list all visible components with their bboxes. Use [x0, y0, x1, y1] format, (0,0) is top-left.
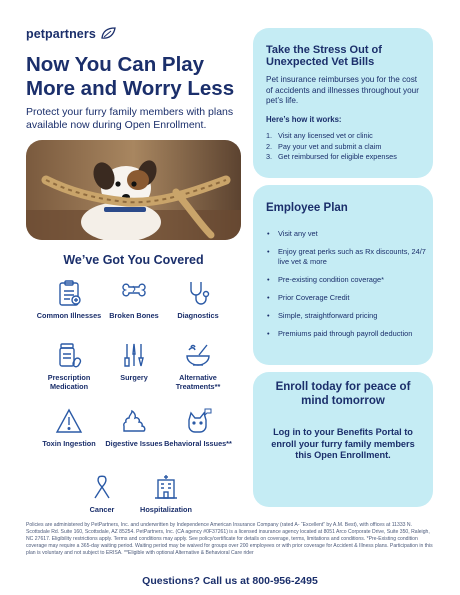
how-it-works-steps — [266, 131, 431, 163]
paw-leaf-icon — [99, 26, 117, 42]
enroll-title: Enroll today for peace of mind tomorrow — [275, 381, 411, 407]
coverage-label: Digestive Issues — [105, 439, 163, 448]
coverage-label: Broken Bones — [109, 311, 159, 320]
coverage-label: Toxin Ingestion — [42, 439, 96, 448]
plan-feature: • Prior Coverage Credit — [266, 293, 426, 303]
ribbon-icon — [87, 472, 117, 502]
enroll-body: Log in to your Benefits Portal to enroll your furry family members this Open Enrollment. — [271, 427, 415, 460]
coverage-item-alternative — [158, 340, 238, 391]
coverage-item-hospitalization — [126, 472, 206, 514]
bone-icon — [119, 278, 149, 308]
step-item: 3. Get reimbursed for eligible expenses — [266, 152, 397, 161]
coverage-label: Prescription Medication — [47, 373, 91, 391]
coverage-item-diagnostics — [158, 278, 238, 320]
stethoscope-icon — [183, 278, 213, 308]
coverage-item-behavioral — [158, 406, 238, 448]
plan-feature: • Visit any vet — [266, 229, 426, 239]
hero-subhead: Protect your furry family members with plans available now during Open Enrollment. — [26, 106, 234, 131]
coverage-label: Hospitalization — [140, 505, 192, 514]
coverage-title: We’ve Got You Covered — [63, 253, 204, 267]
plan-feature: • Premiums paid through payroll deduction — [266, 329, 426, 339]
employee-plan-list — [266, 229, 426, 347]
coverage-label: Surgery — [120, 373, 148, 382]
legal-disclaimer: Policies are administered by PetPartners, Inc. and underwritten by Independence American Insurance Company (rated A- “Excellent” by A.M. Best), with offices at 11333 N. Scottsdale Rd. Suite 160, Scottsdale, AZ 85254. PetPartners, Inc. (CA agency #0F37261) is a licensed insurance agency located at 8051 Arco Corporate Drive, Suite 350, Raleigh, NC 27617. Eligibility restrictions apply. Terms and conditions may apply. See policy/certificate for details on coverage, terms, limitations and conditions. *Pre-Existing condition coverage may require a 365-day waiting period. Waiting period may be waived for groups over 200 employees or with prior coverage for Accident & Illness plans. Participation in this plan is voluntary and not subject to ERISA. **Eligible with optional Alternative & Behavioral Care rider — [26, 522, 433, 556]
coverage-label: Behavioral Issues** — [164, 439, 232, 448]
employee-plan-title: Employee Plan — [266, 202, 348, 214]
enroll-card — [253, 372, 433, 507]
plan-feature: • Enjoy great perks such as Rx discounts, 24/7 live vet & more — [266, 247, 426, 266]
step-item: 1. Visit any licensed vet or clinic — [266, 131, 373, 140]
plan-feature: • Pre-existing condition coverage* — [266, 275, 426, 285]
dog-speech-icon — [183, 406, 213, 436]
coverage-label: Common Illnesses — [36, 311, 102, 320]
vet-bills-title: Take the Stress Out of Unexpected Vet Bills — [266, 44, 382, 68]
warning-icon — [54, 406, 84, 436]
pill-bottle-icon — [54, 340, 84, 370]
coverage-label: Diagnostics — [177, 311, 219, 320]
how-it-works-title: Here’s how it works: — [266, 115, 342, 124]
vet-bills-card — [253, 28, 433, 178]
surgical-tools-icon — [119, 340, 149, 370]
hero-headline: Now You Can Play More and Worry Less — [26, 53, 235, 100]
employee-plan-card — [253, 185, 433, 365]
dog-photo — [26, 140, 241, 240]
hospital-icon — [151, 472, 181, 502]
brand-logo — [26, 26, 117, 42]
coverage-label: Alternative Treatments** — [175, 373, 221, 391]
coverage-label: Cancer — [89, 505, 115, 514]
poop-icon — [119, 406, 149, 436]
mortar-pestle-icon — [183, 340, 213, 370]
vet-bills-body: Pet insurance reimburses you for the cost of accidents and illnesses throughout your pet’s life. — [266, 75, 419, 105]
brand-name: petpartners — [26, 27, 96, 41]
plan-feature: • Simple, straightforward pricing — [266, 311, 426, 321]
clipboard-icon — [54, 278, 84, 308]
footer-contact: Questions? Call us at 800-956-2495 — [142, 575, 318, 587]
step-item: 2. Pay your vet and submit a claim — [266, 141, 382, 151]
